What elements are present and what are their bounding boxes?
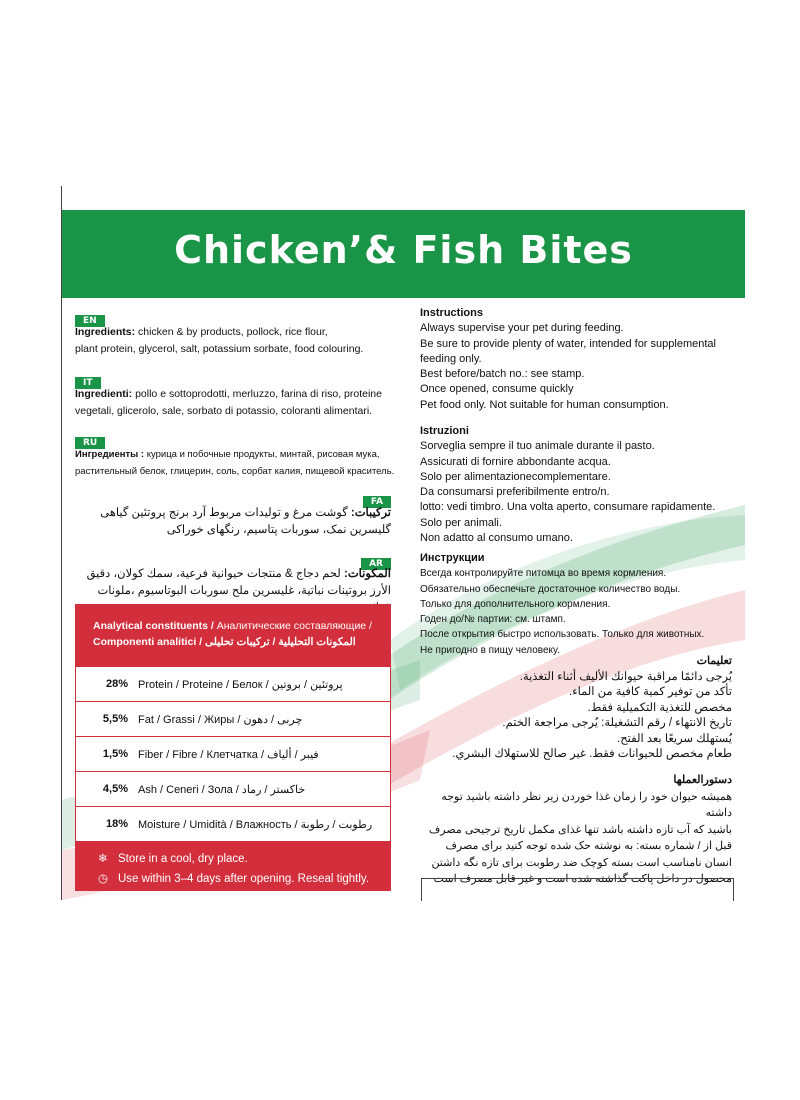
instr-line: Always supervise your pet during feeding.: [420, 322, 624, 335]
instr-line: Assicurati di fornire abbondante acqua.: [420, 455, 611, 468]
instr-line: Pet food only. Not suitable for human consumption.: [420, 398, 669, 411]
ingredients-ar-text2: الأرز بروتينات نباتية، غليسرين ملح سوربات البوتاسيوم ،ملونات: [97, 585, 391, 597]
instr-line: Годен до/№ партии: см. штамп.: [420, 614, 566, 626]
instr-line: Только для дополнительного кормления.: [420, 598, 611, 610]
stamp-box-outline: [421, 878, 734, 901]
instr-line: Обязательно обеспечьте достаточное количество воды.: [420, 583, 681, 595]
use-within-note: [98, 871, 369, 885]
lang-tag-en: EN: [75, 315, 105, 327]
ingredients-ru: [75, 446, 395, 480]
ingredients-it-text1: pollo e sottoprodotti, merluzzo, farina di riso, proteine: [132, 388, 382, 400]
ingredients-it: [75, 386, 395, 420]
storage-text: Store in a cool, dry place.: [118, 853, 248, 865]
row-name: Protein / Proteine / Белок / پروتئین / بروتين: [138, 678, 343, 691]
instructions-ru-title: Инструкции: [420, 552, 485, 564]
instr-line: Be sure to provide plenty of water, intended for supplemental: [420, 337, 716, 350]
lang-tag-ru: RU: [75, 437, 105, 449]
instructions-fa-title: دستورالعملها: [673, 774, 732, 786]
row-percent: 5,5%: [102, 713, 128, 725]
row-percent: 1,5%: [102, 748, 128, 760]
table-row: [75, 701, 391, 737]
snowflake-icon: ❄: [98, 853, 108, 865]
row-name: Fiber / Fibre / Клетчатка / فیبر / ألياف: [138, 748, 319, 761]
ingredients-en: [75, 324, 395, 358]
ingredients-ar-text1: لحم دجاج & منتجات حيوانية فرعية، سمك كولان، دقيق: [86, 568, 344, 580]
instructions-ar: [420, 654, 732, 763]
ingredients-en-text2: plant protein, glycerol, salt, potassium sorbate, food colouring.: [75, 343, 364, 355]
instructions-it-title: Istruzioni: [420, 425, 469, 437]
instr-line: محصول در داخل پاکت گذاشته شده است و غیر قابل مصرف است: [433, 873, 732, 885]
clock-icon: ◷: [98, 873, 109, 885]
instr-line: Solo per animali.: [420, 516, 502, 529]
analytical-header: [75, 604, 391, 660]
row-name: Moisture / Umidità / Влажность / رطوبت / رطوبة: [138, 818, 373, 831]
analytical-constituents-panel: [75, 604, 391, 891]
instr-line: يُرجى دائمًا مراقبة حيوانك الأليف أثناء التغذية.: [519, 670, 732, 683]
ingredients-fa-label: ترکیبات:: [350, 507, 391, 519]
instructions-ar-title: تعليمات: [696, 655, 732, 667]
ingredients-fa: [75, 505, 391, 539]
instr-line: همیشه حیوان خود را زمان غذا خوردن زیر نظر داشته باشید توجه داشته: [441, 790, 732, 819]
instr-line: تاريخ الانتهاء / رقم التشغيلة: يُرجى مراجعة الختم.: [502, 717, 732, 729]
ingredients-fa-text2: گلیسرین نمک، سوربات پتاسیم، رنگهای خوراکی: [166, 524, 391, 536]
ingredients-en-label: Ingredients:: [75, 326, 136, 338]
instr-line: Solo per alimentazionecomplementare.: [420, 470, 611, 483]
instr-line: مخصص للتغذية التكميلية فقط.: [587, 701, 732, 714]
row-name: Ash / Ceneri / Зола / خاکستر / رماد: [138, 783, 306, 796]
instr-line: feeding only.: [420, 352, 482, 365]
ingredients-ru-text1: курица и побочные продукты, минтай, рисовая мука,: [144, 449, 380, 460]
instr-line: يُستهلك سريعًا بعد الفتح.: [617, 732, 732, 745]
row-name: Fat / Grassi / Жиры / چربی / دهون: [138, 713, 303, 726]
instructions-fa: [420, 772, 732, 888]
instructions-ru: [420, 551, 740, 658]
row-percent: 18%: [105, 818, 128, 830]
ingredients-en-text1: chicken & by products, pollock, rice flour,: [135, 326, 328, 338]
storage-note: [98, 851, 248, 865]
table-row: [75, 736, 391, 772]
table-row: [75, 666, 391, 702]
instructions-en-title: Instructions: [420, 307, 483, 319]
title-banner: [62, 210, 745, 298]
ingredients-ar-label: المكونات:: [344, 568, 391, 580]
table-row: [75, 806, 391, 842]
instructions-en: [420, 306, 740, 413]
ingredients-it-text2: vegetali, glicerolo, sale, sorbato di potassio, coloranti alimentari.: [75, 405, 373, 417]
table-row: [75, 771, 391, 807]
instr-line: Non adatto al consumo umano.: [420, 532, 573, 545]
instr-line: انسان نامناسب است بسته کوچک ضد رطوبت برای تازه نگه داشتن: [431, 856, 732, 869]
instr-line: lotto: vedi timbro. Una volta aperto, consumare rapidamente.: [420, 501, 716, 514]
instr-line: Da consumarsi preferibilmente entro/n.: [420, 486, 610, 499]
row-percent: 28%: [105, 678, 128, 690]
instr-line: Всегда контролируйте питомца во время кормления.: [420, 568, 667, 580]
instr-line: Sorveglia sempre il tuo animale durante il pasto.: [420, 440, 655, 453]
use-within-text: Use within 3–4 days after opening. Reseal tightly.: [118, 873, 370, 885]
instr-line: قبل از / شماره بسته: به نوشته حک شده توجه کنید برای مصرف: [445, 840, 732, 852]
lang-tag-fa: FA: [363, 496, 391, 508]
instr-line: После открытия быстро использовать. Только для животных.: [420, 629, 705, 641]
analytical-header-ru: Аналитические составляющие /: [216, 620, 372, 632]
instr-line: باشید که آب تازه داشته باشد تنها غذای مکمل تاریخ ترجیحی مصرف: [428, 823, 732, 836]
instr-line: تأكد من توفير كمية كافية من الماء.: [569, 686, 732, 698]
instr-line: Once opened, consume quickly: [420, 383, 574, 396]
ingredients-it-label: Ingredienti:: [75, 388, 133, 400]
product-title: Chicken’& Fish Bites: [174, 228, 633, 272]
ingredients-fa-text1: گوشت مرغ و تولیدات مربوط آرد برنج پروتئین گیاهی: [100, 507, 351, 519]
instr-line: Не пригодно в пищу человеку.: [420, 644, 560, 656]
analytical-header-en: Analytical constituents /: [93, 620, 217, 632]
row-percent: 4,5%: [102, 783, 128, 795]
lang-tag-it: IT: [75, 377, 101, 389]
analytical-header-line2: Componenti analitici / المكونات التحليلية / ترکیبات تحلیلی: [93, 636, 356, 648]
ingredients-ru-text2: растительный белок, глицерин, соль, сорбат калия, пищевой краситель.: [75, 466, 395, 477]
lang-tag-ar: AR: [361, 558, 391, 570]
instr-line: طعام مخصص للحيوانات فقط. غير صالح للاستهلاك البشري.: [452, 748, 732, 760]
ingredients-ru-label: Ингредиенты :: [75, 449, 145, 460]
instr-line: Best before/batch no.: see stamp.: [420, 368, 585, 381]
instructions-it: [420, 424, 740, 546]
